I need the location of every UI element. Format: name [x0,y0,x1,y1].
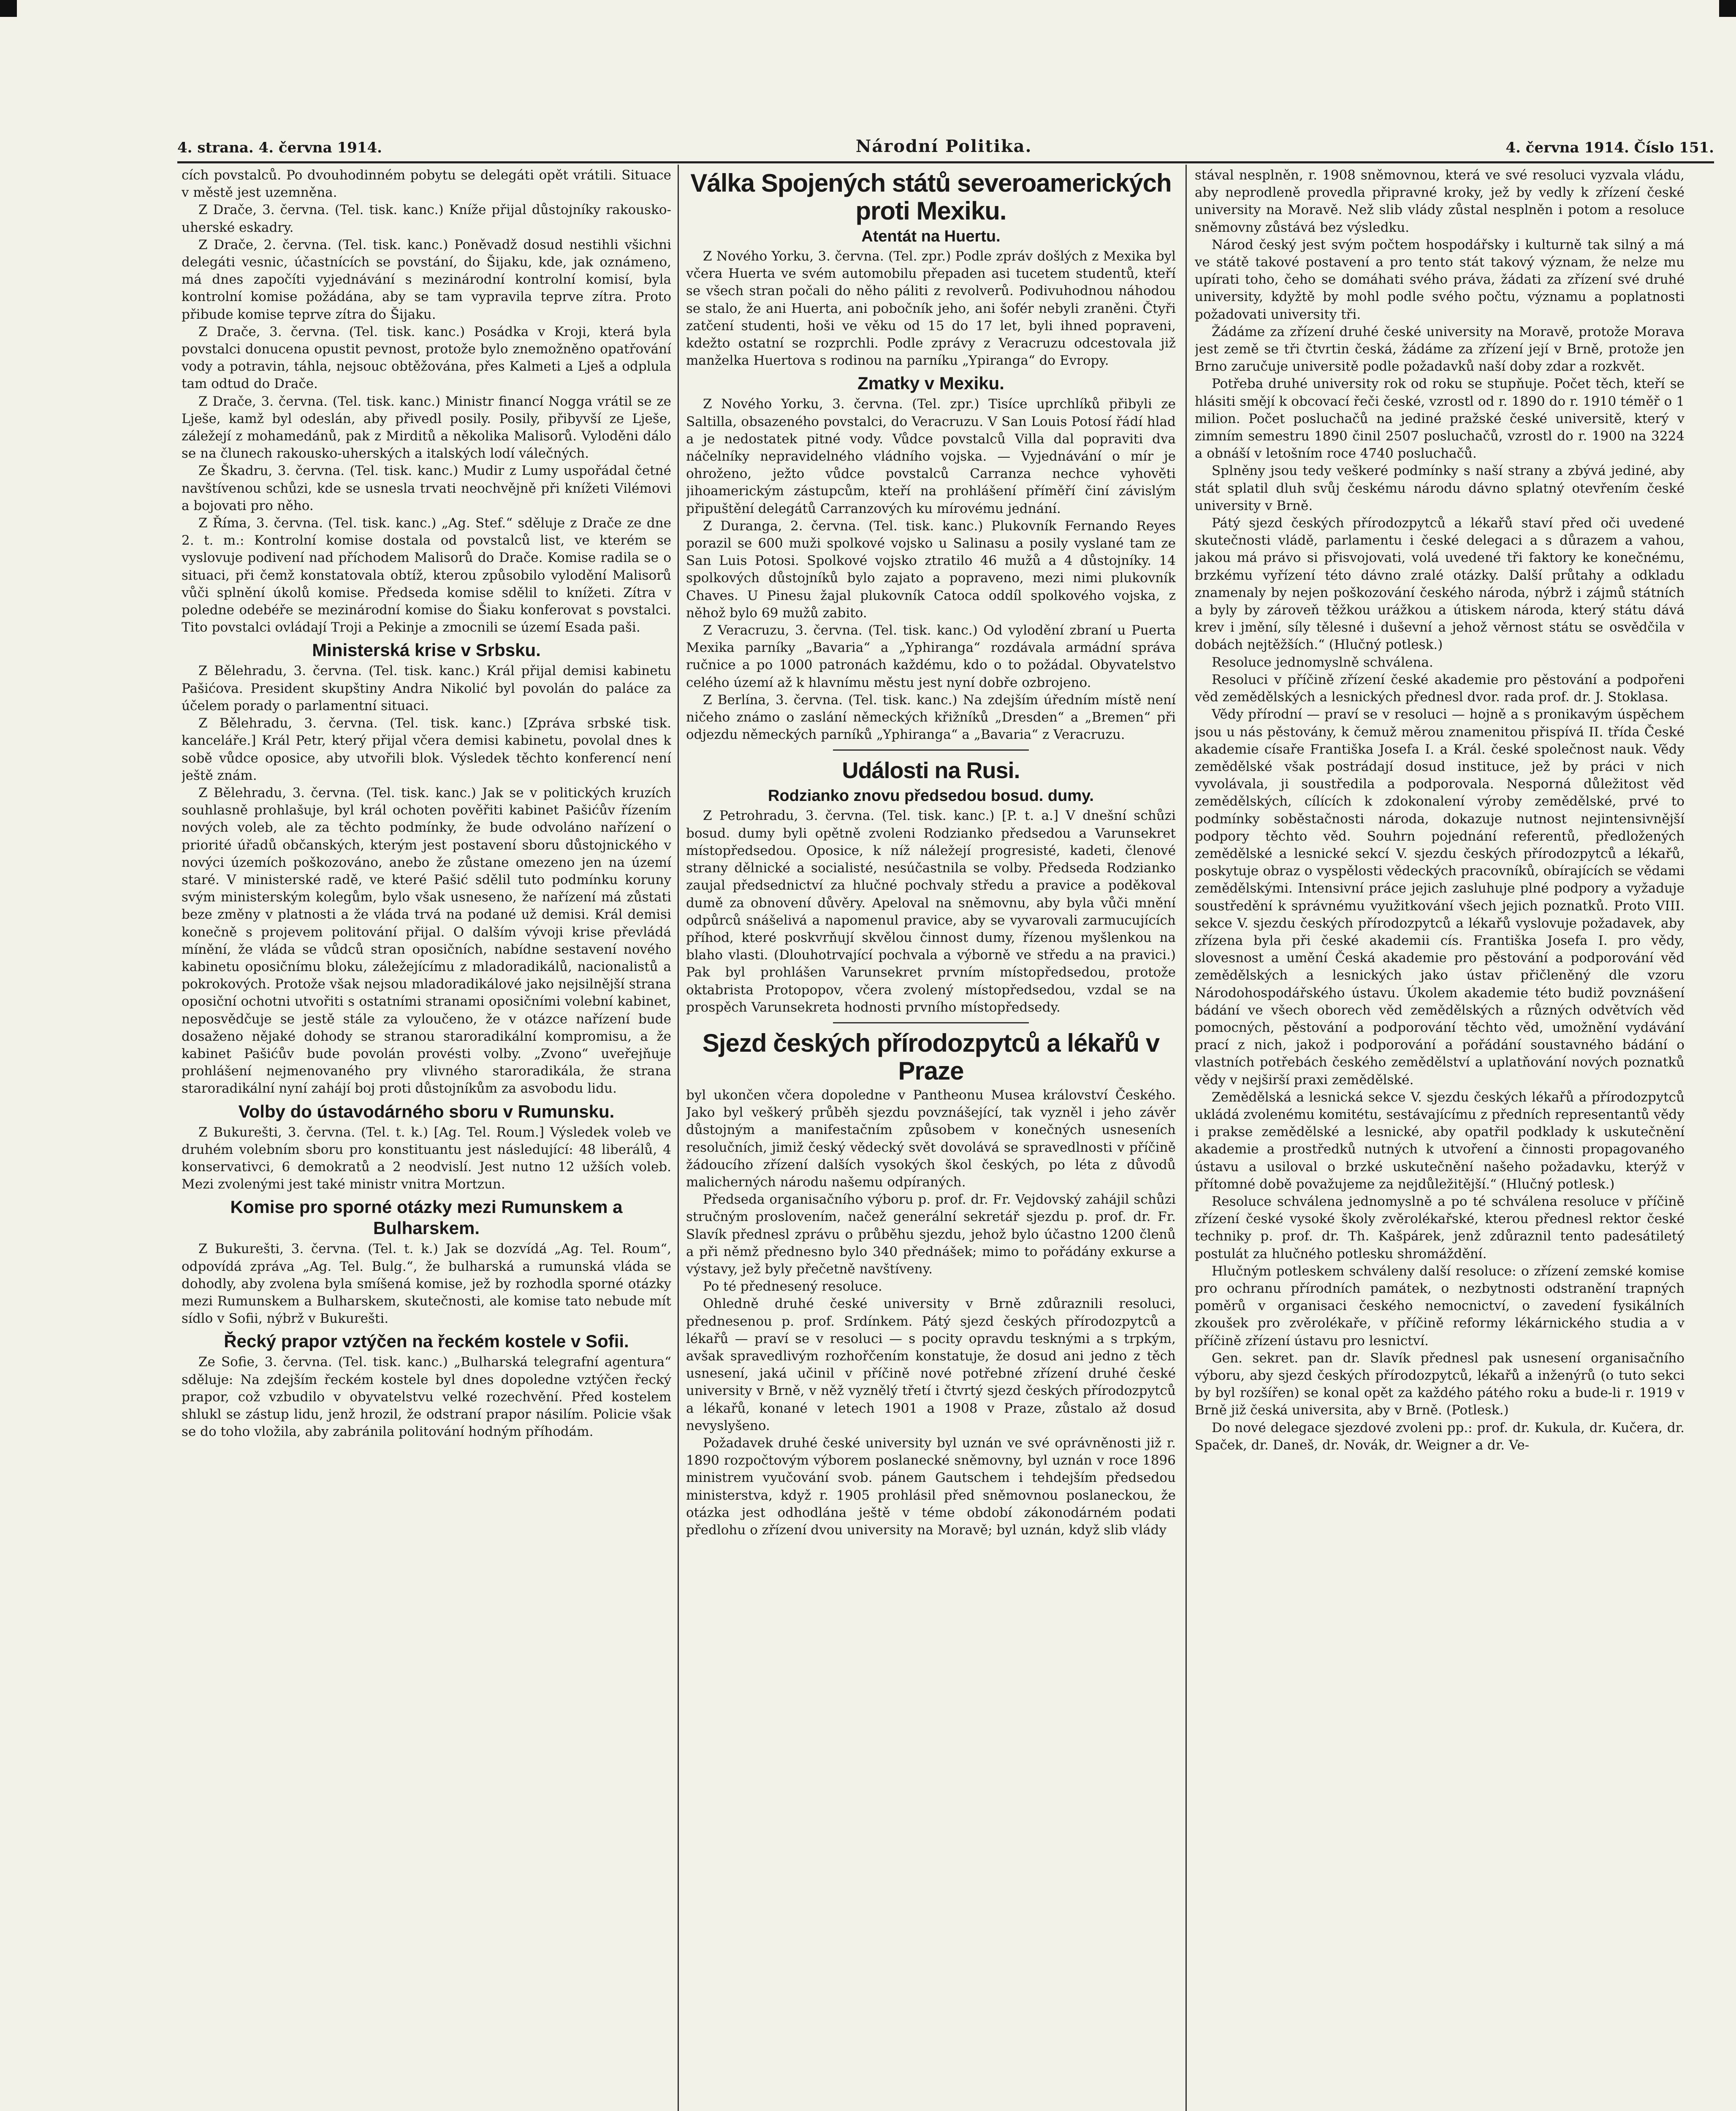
article-text: Gen. sekret. pan dr. Slavík přednesl pak usnesení organisačního výboru, aby sjezd českých přírodozpytců, lékařů a inženýrů (o tuto sekci by byl rozšířen) se konal opět za každého pátého roku a bude-li r. 1919 v Brně již česká universita, aby v Brně. (Potlesk.) [1195,1350,1684,1418]
article-text: Z Drače, 3. června. (Tel. tisk. kanc.) Posádka v Kroji, která byla povstalci donucena opustit pevnost, protože bylo znemožněno opatřování vody a potravin, táhla, nejsouc obtěžována, přes Kalmeti a Lješ a odplula tam odtud do Drače. [182,324,671,392]
article-text: Z Drače, 3. června. (Tel. tisk. kanc.) Kníže přijal důstojníky rakousko-uherské eskadry. [182,202,671,235]
article-text: stával nesplněn, r. 1908 sněmovnou, která ve své resoluci vyzvala vládu, aby neprodleně provedla připravné kroky, jež by vedly k zřízení české university na Moravě. Než slib vlády zůstal nesplněn i potom a resoluce sněmovny zůstává bez výsledku. [1195,168,1684,235]
article-text: Po té přednesený resoluce. [703,1279,882,1294]
subheadline: Rodzianko znovu předsedou bosud. dumy. [768,787,1094,805]
subheadline: Atentát na Huertu. [861,228,1001,245]
article-text: Požadavek druhé české university byl uznán ve své oprávněnosti již r. 1890 rozpočtovým výborem poslanecké sněmovny, byl uznán v roce 1896 ministrem vyučování svob. pánem Gautschem i tehdejším předsedou ministerstva, když r. 1905 prohlásil před sněmovnou poslaneckou, že otázka jest odhodlána ještě v téme období zákonodárném podati předlohu o zřízení dvou university na Moravě; byl uznán, když slib vlády [686,1435,1176,1538]
article-text: Z Bukurešti, 3. června. (Tel. t. k.) [Ag. Tel. Roum.] Výsledek voleb ve druhém volebním sboru pro konstituantu jest následující: 48 liberálů, 4 konservativci, 6 demokratů a 2 neodvislí. Jest nutno 12 užších voleb. Mezi zvolenými jest také ministr vnitra Mortzun. [182,1124,671,1192]
article-text: Ze Sofie, 3. června. (Tel. tisk. kanc.) „Bulharská telegrafní agentura“ sděluje: Na zdejším řeckém kostele byl dnes dopoledne vztýčen řecký prapor, což vzbudilo v obyvatelstvu velké rozechvění. Před kostelem shlukl se zástup lidu, jenž hrozil, že odstraní prapor násilím. Policie však se do toho vložila, aby zabránila politování hodným příhodám. [182,1354,671,1440]
article-text: Z Bělehradu, 3. června. (Tel. tisk. kanc.) Král přijal demisi kabinetu Pašićova. President skupštiny Andra Nikolić byl povolán do paláce za účelem porady o parlamentní situaci. [182,663,671,714]
article-text: Z Nového Yorku, 3. června. (Tel. zpr.) Tisíce uprchlíků přibyli ze Saltilla, obsazeného povstalci, do Veracruzu. V San Louis Potosí řádí hlad a je nedostatek pitné vody. Vůdce povstalců Villa dal popraviti dva náčelníky nepravidelného vládního vojska. — Vyjednávání o mír je ohroženo, ježto vůdce povstalců Carranza nechce vyhověti jihoamerickým zástupcům, kteří na prohlášení příměří činí závislým připuštění delegátů Carranzových ku mírovému jednání. [686,396,1176,516]
article-text: Potřeba druhé university rok od roku se stupňuje. Počet těch, kteří se hlásiti smějí k obcovací řeči české, vzrostl od r. 1890 do r. 1910 téměř o 1 milion. Počet posluchačů na jediné pražské české universitě, který v zimním semestru 1890 činil 2507 posluchačů, vzrostl do r. 1900 na 3224 a obnáší v letošním roce 4740 posluchačů. [1195,376,1684,461]
article-text: Splněny jsou tedy veškeré podmínky s naší strany a zbývá jediné, aby stát splatil dluh svůj českému národu dávno splatný otevřením české university v Brně. [1195,463,1684,513]
article-text: Z Drače, 2. června. (Tel. tisk. kanc.) Poněvadž dosud nestihli všichni delegáti vesnic, účastnících se povstání, do Šijaku, kde, jak oznámeno, má dnes započíti vyjednávání s mezinárodní kontrolní komisí, byla kontrolní komise požádána, aby se tam vypravila teprve zítra. Proto přibude komise teprve zítra do Šijaku. [182,237,671,322]
headline: Zmatky v Mexiku. [857,373,1004,393]
article-text: Žádáme za zřízení druhé české university na Moravě, protože Morava jest země se tři čtvrtin česká, žádáme za zřízení její v Brně, protože jen Brno zaručuje universitě podle požadavků naší doby zdar a rozkvět. [1195,324,1684,374]
article-text: Resoluci v příčině zřízení české akademie pro pěstování a podpořeni věd zemědělských a lesnických přednesl dvor. rada prof. dr. J. Stoklasa. [1195,672,1684,705]
column-3 [1195,167,1684,2111]
article-text: Z Říma, 3. června. (Tel. tisk. kanc.) „Ag. Stef.“ sděluje z Drače ze dne 2. t. m.: Kontrolní komise dostala od povstalců list, ve kterém se vyslovuje podivení nad příchodem Malisorů do Drače. Komise radila se o situaci, při čemž konstatovala obtíž, kterou způsobilo vylodění Malisorů vůči splnění úkolů komise. Předseda komise sdělil to knížeti. Zítra v poledne odebéře se mezinárodní komise do Šiaku konferovat s povstalci. Tito povstalci ovládají Troji a Pekinje a zmocnili se území Esada paši. [182,516,671,635]
headline: Komise pro sporné otázky mezi Rumunskem a Bulharskem. [230,1197,623,1238]
scan-corner-mark [0,0,17,17]
headline: Volby do ústavodárného sboru v Rumunsku. [238,1101,615,1121]
column-rule-1 [678,165,679,2111]
header-right: 4. června 1914. Číslo 151. [1505,139,1714,156]
article-text: cích povstalců. Po dvouhodinném pobytu se delegáti opět vrátili. Situace v městě jest uzemněna. [182,168,671,201]
article-text: Z Bělehradu, 3. června. (Tel. tisk. kanc.) [Zpráva srbské tisk. kanceláře.] Král Petr, který přijal včera demisi kabinetu, povolal dnes k sobě vůdce oposice, aby utvořili blok. Výsledek těchto konferencí není ještě znám. [182,716,671,783]
section-divider [833,749,1029,751]
article-text: Zemědělská a lesnická sekce V. sjezdu českých lékařů a přírodozpytců ukládá zvolenému komitétu, sestávajícímu z předních representantů vědy i prakse zemědělské a lesnické, aby opatřil podklady k uskutečnění akademie a prostředků nutných k utvoření a činnosti propagovaného ústavu a usiloval o brzké uskutečnění našeho požadavku, kterýž v přítomné době považujeme za nejdůležitější.“ (Hlučný potlesk.) [1195,1089,1684,1192]
headline: Válka Spojených států severoamerických proti Mexiku. [690,169,1172,225]
article-text: Předseda organisačního výboru p. prof. dr. Fr. Vejdovský zahájil schůzi stručným proslovením, načež generální sekretář sjezdu p. prof. dr. Fr. Slavík přednesl zprávu o průběhu sjezdu, jehož bylo účastno 1200 členů a při němž přednesno bylo 340 přednášek; mimo to pořádány exkurse a výstavy, jež byly přečetně navštíveny. [686,1192,1176,1277]
article-text: Ohledně druhé české university v Brně zdůraznili resoluci, přednesenou p. prof. Srdínkem. Pátý sjezd českých přírodozpytců a lékařů — praví se v resoluci — s pocity opravdu tesknými a s trpkým, avšak spravedlivým rozhořčením konstatuje, že dosud ani jedno z těch usnesení, jaká učinil v příčině nové potřebné zřízení druhé české university v Brně, v něž vyznělý třetí i čtvrtý sjezd českých přírodozpytců a lékařů, konané v letech 1901 a 1908 v Praze, zůstalo až dosud nevyslyšeno. [686,1296,1176,1433]
headline: Události na Rusi. [842,758,1020,784]
article-text: Vědy přírodní — praví se v resoluci — hojně a s pronikavým úspěchem jsou u nás pěstovány, k čemuž měrou znamenitou přispívá II. třída České akademie císaře Františka Josefa I. a Král. české společnost nauk. Vědy zemědělské však postrádají dosud instituce, jež by práci v nich vyvolávala, ji soustředila a podporovala. Nesporná důležitost věd zemědělských, cílících k zdokonalení výroby zemědělské, prvé to podmínky soběstačnosti národa, dokazuje nutnost nejintensivnější podpory těchto věd. Souhrn pojednání referentů, předložených zemědělské a lesnické sekcí V. sjezdu českých přírodozpytců a lékařů, poskytuje obraz o vyspělosti vědeckých pracovníků, obírajících se vědami zemědělskými. Intensivní práce jejich zasluhuje plné podpory a vyžaduje soustředění k správnému využitkování všech jejich poznatků. Proto VIII. sekce V. sjezdu českých přírodozpytců a lékařů vyslovuje požadavek, aby zřízena byla při české akademii cís. Františka Josefa I. pro vědy, slovesnost a umění Česká akademie pro pěstování a podporování věd zemědělských a lesnických jako ústav přičleněný dle vzoru Národohospodářského ústavu. Úkolem akademie této budiž povznášení bádání ve všech oborech věd zemědělských a různých odvětvích věd pomocných, pěstování a podporování těchto věd, umožnění vydávání prací z nich, jakož i podporování a pořádání soustavného bádání o vlastních potřebách českého zemědělství a uplatňování nových poznatků vědy v nejširší praxi zemědělské. [1195,707,1684,1088]
article-text: Z Nového Yorku, 3. června. (Tel. zpr.) Podle zpráv došlých z Mexika byl včera Huerta ve svém automobilu přepaden asi tucetem studentů, kteří se všech stran počali do něho páliti z revolverů. Podivuhodnou náhodou se stalo, že ani Huerta, ani pobočník jeho, ani šofér nebyli zraněni. Čtyři zatčení studenti, hoši ve věku od 15 do 17 let, byli ihned popraveni, kdežto ostatní se rozprchli. Podle zprávy z Veracruzu odcestovala již manželka Huertova s rodinou na parníku „Ypiranga“ do Evropy. [686,249,1176,369]
article-text: Z Bukurešti, 3. června. (Tel. t. k.) Jak se dozvídá „Ag. Tel. Roum“, odpovídá zpráva „Ag. Tel. Bulg.“, že bulharská a rumunská vláda se dohodly, aby zvolena byla smíšená komise, jež by rozhodla sporné otázky mezi Rumunskem a Bulharskem, skutečnosti, ale komise tato nebude mít sídlo v Sofii, nýbrž v Bukurešti. [182,1241,671,1327]
article-text: Z Duranga, 2. června. (Tel. tisk. kanc.) Plukovník Fernando Reyes porazil se 600 muži spolkové vojsko u Salinasu a posily vyslané tam ze San Luis Potosi. Spolkové vojsko ztratilo 46 mužů a 4 důstojníky. 14 spolkových důstojníků bylo zajato a popraveno, mezi nimi plukovník Chaves. U Pinesu žajal plukovník Catoca oddíl spolkového vojska, z něhož bylo 69 mužů zabito. [686,518,1176,621]
header-left: 4. strana. 4. června 1914. [177,139,382,156]
article-text: byl ukončen včera dopoledne v Pantheonu Musea království Českého. Jako byl veškerý průběh sjezdu povznášející, tak vyzněl i jeho závěr důstojným a manifestačním způsobem v konečných usneseních resolučních, jimiž český vědecký svět dovolává se spravedlnosti v příčině žádoucího zřízení dalších vysokých škol českých, po léta z důvodů malicherných národu našemu odpíraných. [686,1087,1176,1190]
masthead-title: Národní Politika. [855,136,1032,156]
column-rule-2 [1185,165,1187,2111]
headline: Ministerská krise v Srbsku. [312,640,541,660]
header-rule [177,161,1714,163]
article-text: Hlučným potleskem schváleny další resoluce: o zřízení zemské komise pro ochranu přírodních památek, o nezbytnosti odstranění trapných poměrů v organisaci českého nemocnictví, o zavedení fysikálních zkoušek pro zvěrolékaře, v příčině reformy lékárnického studia a v příčině zřízení ústavu pro lesnictví. [1195,1263,1684,1349]
article-text: Z Berlína, 3. června. (Tel. tisk. kanc.) Na zdejším úředním místě není ničeho známo o zaslání německých křižníků „Dresden“ a „Bremen“ při odjezdu německých parníků „Yphiranga“ a „Bavaria“ z Veracruzu. [686,692,1176,743]
article-text: Do nové delegace sjezdové zvoleni pp.: prof. dr. Kukula, dr. Kučera, dr. Spaček, dr. Daneš, dr. Novák, dr. Weigner a dr. Ve- [1195,1420,1684,1453]
article-text: Z Bělehradu, 3. června. (Tel. tisk. kanc.) Jak se v politických kruzích souhlasně prohlašuje, byl král ochoten pověřiti kabinet Pašićův řízením nových voleb, ale za těchto podmínky, že bude odvoláno nařízení o priorité úřadů občanských, kterým jest postavení sboru důstojnického v novýci územích poškozováno, anebo že zůstane omezeno jen na území staré. V ministerské radě, ve které Pašić sdělil tuto podmínku koruny svým ministerským kolegům, bylo však usneseno, že nařízení má zůstati beze změny v platnosti a že vláda trvá na podané už demisi. Král demisi konečně s projevem politování přijal. O dalším vývoji krise převládá mínění, že vláda se vůdců stran oposičních, nabídne sestavení nového kabinetu oposičnímu bloku, záležejícímu z mladoradikálů, nacionalistů a pokrokových. Protože však nejsou mladoradikálové jako nejsilnější strana oposiční ochotni utvořiti s ostatními stranami oposičními volební kabinet, neposvědčuje se jestě stále za vyloučeno, že v otázce nařízení bude dosaženo nějaké dohody se stranou staroradikální kompromisu, a že kabinet Pašićův bude povolán provésti volby. „Zvono“ uveřejňuje prohlášení nejmenovaného pry vlivného staroradikála, že strana staroradikální nyní zahájí boj proti důstojníkům za asvobodu lidu. [182,785,671,1096]
column-2 [686,167,1176,2111]
column-1 [182,167,671,2111]
section-divider [833,1022,1029,1023]
article-text: Z Petrohradu, 3. června. (Tel. tisk. kanc.) [P. t. a.] V dnešní schůzi bosud. dumy byli opětně zvoleni Rodzianko předsedou a Varunsekret místopředsedou. Oposice, k níž náležejí progresisté, kadeti, členové strany dělnické a socialisté, nesúčastnila se volby. Předseda Rodzianko zaujal předsednictví za hlučné pochvaly středu a pravice a poděkoval dumě za obnovení důvěry. Apeloval na sněmovnu, aby byla vůči mnění odpůrců snášelivá a napomenul pravice, aby se vyvarovali zarmucujících příhod, které poskvrňují skvělou činnost dumy, řízenou myšlenkou na blaho vlasti. (Dlouhotrvající pochvala a výborně ve středu a na pravici.) Pak byl prohlášen Varunsekret prvním místopředsedou, protože oktabrista Protopopov, včera zvolený místopředsedou, vzdal se na prospěch Varunsekreta hodnosti prvního místopředsedy. [686,808,1176,1015]
headline: Sjezd českých přírodozpytců a lékařů v Praze [702,1028,1160,1085]
article-text: Z Drače, 3. června. (Tel. tisk. kanc.) Ministr financí Nogga vrátil se ze Lješe, kamž byl odeslán, aby přivedl posily. Posily, přibyvší ze Lješe, záležejí z mohamedánů, pak z Mirditů a několika Malisorů. Vyloděni dálo se na člunech rakousko-uherských a italských lodí válečných. [182,393,671,461]
article-text: Pátý sjezd českých přírodozpytců a lékařů staví před oči uvedené skutečnosti vládě, parlamentu i české delegaci a s důrazem a vahou, jakou má právo si přisvojovati, volá uvedené tři faktory ke konečnému, brzkému vyřízení této dávno zralé otázky. Další průtahy a odkladu znamenaly by nejen poškozování českého národa, nýbrž i zájmů státních a byly by zároveň těžkou urážkou a útiskem národa, který státu dává krev i jmění, síly tělesné i duševní a jehož věrnost státu se osvědčila v dobách nejtěžších.“ (Hlučný potlesk.) [1195,516,1684,653]
article-text: Národ český jest svým počtem hospodářsky i kulturně tak silný a má ve státě takové postavení a pro tento stát takový význam, že nelze mu upírati toho, čeho se domáhati svého práva, žádati za zřízení své druhé university, kdyžtě by mohl podle svého počtu, významu a poplatnosti požadovati university tři. [1195,237,1684,322]
article-text: Resoluce schválena jednomyslně a po té schválena resoluce v příčině zřízení české vysoké školy zvěrolékařské, kterou přednesl rektor české techniky p. prof. dr. Th. Kašpárek, jenž zdůraznil tento padesátiletý postulát za hlučného potlesku shromáždění. [1195,1194,1684,1262]
scan-corner-mark [1719,0,1736,17]
article-text: Resoluce jednomyslně schválena. [1212,654,1433,670]
article-text: Z Veracruzu, 3. června. (Tel. tisk. kanc.) Od vylodění zbraní u Puerta Mexika parníky „Bavaria“ a „Yphiranga“ rozdávala armádní správa ručnice a po 1000 patronách každému, kdo o to požádal. Obyvatelstvo celého území až k hlavnímu městu jest nyní dobře ozbrojeno. [686,623,1176,690]
page-header [177,127,1714,156]
article-text: Ze Škadru, 3. června. (Tel. tisk. kanc.) Mudir z Lumy uspořádal četné navštívenou schůzi, kde se usnesla trvati neochvějně při knížeti Vilémovi a bojovati pro něho. [182,463,671,513]
headline: Řecký prapor vztýčen na řeckém kostele v Sofii. [224,1331,629,1351]
